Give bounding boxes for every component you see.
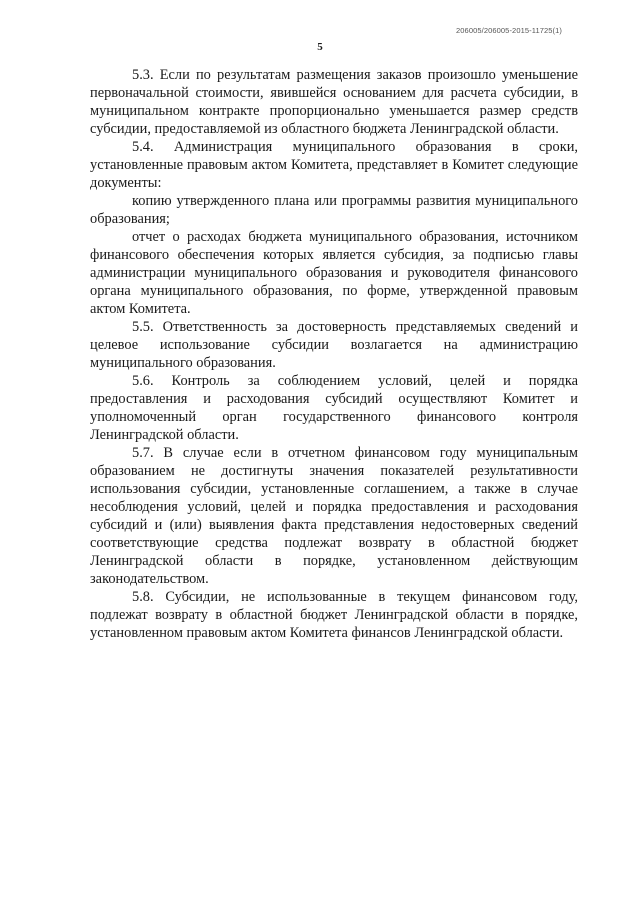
document-body [90, 66, 578, 642]
list-item-expense-report: отчет о расходах бюджета муниципального образования, источником финансового обеспечения которых является субсидия, за подписью главы администрации муниципального образования и руководителя финансового органа муниципального образования, по форме, утвержденной правовым актом Комитета. [90, 229, 578, 317]
list-item-plan-copy: копию утвержденного плана или программы развития муниципального образования; [90, 193, 578, 227]
paragraph-5-7: 5.7. В случае если в отчетном финансовом году муниципальным образованием не достигнуты значения показателей результативности использования субсидии, установленные соглашением, а также в случае несоблюдения условий, целей и порядка предоставления и расходования субсидий и (или) выявления факта представления недостоверных сведений соответствующие средства подлежат возврату в областной бюджет Ленинградской области в порядке, установленном действующим законодательством. [90, 445, 578, 587]
document-code: 206005/206005-2015-11725(1) [456, 26, 562, 35]
paragraph-5-5: 5.5. Ответственность за достоверность представляемых сведений и целевое использование субсидии возлагается на администрацию муниципального образования. [90, 319, 578, 371]
page-number: 5 [317, 41, 323, 53]
paragraph-5-3: 5.3. Если по результатам размещения заказов произошло уменьшение первоначальной стоимости, явившейся основанием для расчета субсидии, в муниципальном контракте пропорционально уменьшается размер средств субсидии, предоставляемой из областного бюджета Ленинградской области. [90, 67, 578, 137]
paragraph-5-6: 5.6. Контроль за соблюдением условий, целей и порядка предоставления и расходования субсидий осуществляют Комитет и уполномоченный орган государственного финансового контроля Ленинградской области. [90, 373, 578, 443]
paragraph-5-4: 5.4. Администрация муниципального образования в сроки, установленные правовым актом Комитета, представляет в Комитет следующие документы: [90, 139, 578, 191]
paragraph-5-8: 5.8. Субсидии, не использованные в текущем финансовом году, подлежат возврату в областной бюджет Ленинградской области в порядке, установленном правовым актом Комитета финансов Ленинградской области. [90, 589, 578, 641]
